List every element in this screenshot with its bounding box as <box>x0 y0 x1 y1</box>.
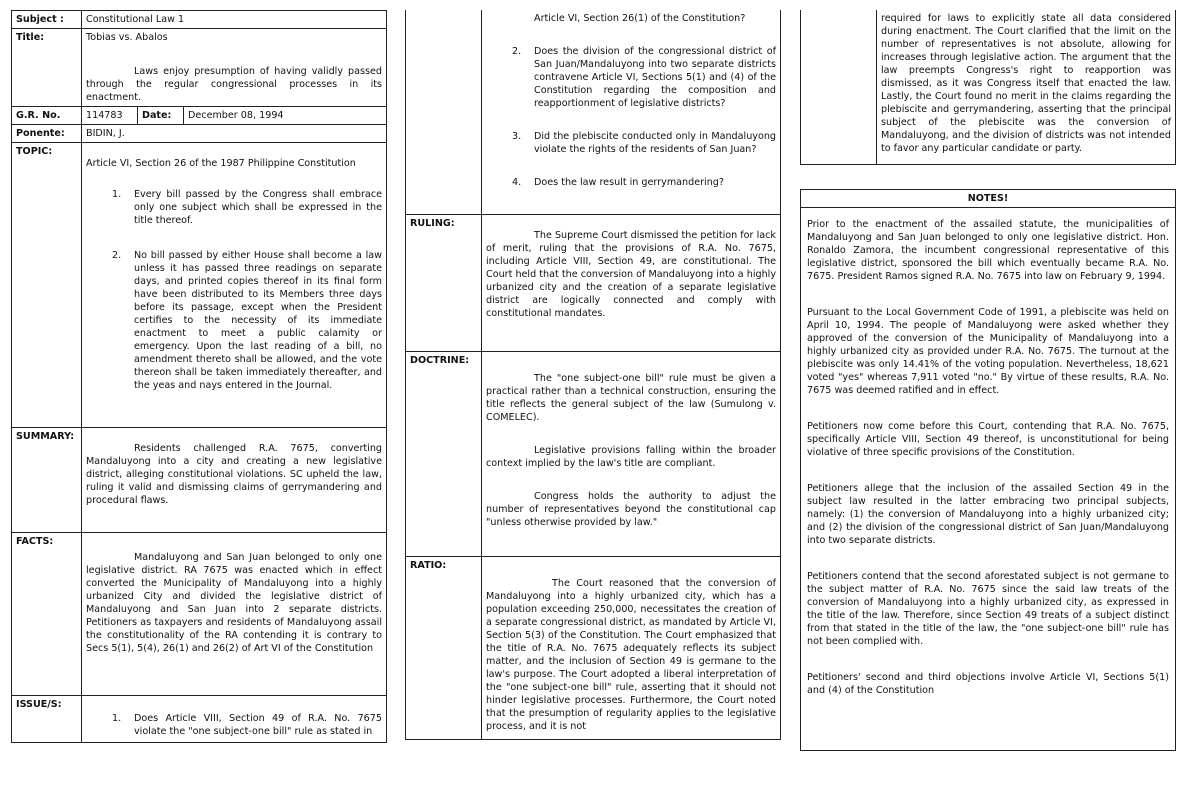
notes-paragraph: Petitioners' second and third objections involve Article VI, Sections 5(1) and (4) of the Constitution <box>807 672 1169 696</box>
issue-1-continued: Article VI, Section 26(1) of the Constitution? <box>534 13 746 24</box>
list-item: 1. Every bill passed by the Congress shall embrace only one subject which shall be expressed in the title thereof. <box>112 189 382 226</box>
list-item-text: Does the division of the congressional district of San Juan/Mandaluyong into two separate districts contravene Article VI, Sections 5(1) and (4) of the Constitution regarding the composition and reapportionment of legislative districts? <box>534 46 776 109</box>
ruling-text: The Supreme Court dismissed the petition for lack of merit, ruling that the provisions of R.A. No. 7675, including Article VIII, Section 49, are constitutional. The Court held that the conversion of Mandaluyong into a highly urbanized city and the creation of a separate legislative district are logically connected and comply with constitutional mandates. <box>486 230 776 319</box>
facts-label: FACTS: <box>12 533 82 696</box>
issues-list-part2 <box>486 45 776 189</box>
topic-heading: Article VI, Section 26 of the 1987 Philippine Constitution <box>86 158 356 169</box>
list-item-text: Does Article VIII, Section 49 of R.A. No. 7675 violate the "one subject-one bill" rule as stated in <box>134 713 382 737</box>
notes-heading: NOTES! <box>801 190 1176 208</box>
decision-date: December 08, 1994 <box>184 107 387 125</box>
analysis-table <box>405 10 781 740</box>
case-tagline: Laws enjoy presumption of having validly passed through the regular congressional processes in its enactment. <box>86 66 382 103</box>
notes-paragraph: Petitioners allege that the inclusion of the assailed Section 49 in the subject law resulted in the latter embracing two principal subjects, namely: (1) the conversion of Mandaluyong into a highly urbanized city; and (2) the division of the congressional district of San Juan/Mandaluyong into two separate districts. <box>807 483 1169 546</box>
doctrine-paragraph: Congress holds the authority to adjust the number of representatives beyond the constitutional cap "unless otherwise provided by law." <box>486 491 776 528</box>
notes-paragraph: Prior to the enactment of the assailed statute, the municipalities of Mandaluyong and San Juan belonged to only one legislative district. Hon. Ronaldo Zamora, the incumbent congressional representative of this legislative district, sponsored the bill which eventually became R.A. No. 7675. President Ramos signed R.A. No. 7675 into law on February 9, 1994. <box>807 219 1169 282</box>
summary-text: Residents challenged R.A. 7675, converting Mandaluyong into a city and creating a new legislative district, alleging constitutional violations. SC upheld the law, ruling it valid and dismissing claims of gerrymandering and procedural flaws. <box>86 443 382 506</box>
notes-paragraph: Pursuant to the Local Government Code of 1991, a plebiscite was held on April 10, 1994. The people of Mandaluyong were asked whether they approved of the conversion of the Municipality of Mandaluyong into a highly urbanized city as provided under R.A. No. 7675. The turnout at the plebiscite was only 14.41% of the voting population. Nevertheless, 18,621 voted "yes" whereas 7,911 voted "no." By virtue of these results, R.A. No. 7675 was deemed ratified and in effect. <box>807 307 1169 396</box>
notes-table <box>800 189 1176 751</box>
topic-section <box>82 143 387 428</box>
topic-label: TOPIC: <box>12 143 82 428</box>
issues-label: ISSUE/S: <box>12 696 82 743</box>
list-item-text: Does the law result in gerrymandering? <box>534 177 724 188</box>
column-2 <box>405 10 781 740</box>
column-1 <box>11 10 387 743</box>
list-item-text: Did the plebiscite conducted only in Mandaluyong violate the rights of the residents of San Juan? <box>534 131 776 155</box>
ruling-label: RULING: <box>406 215 482 352</box>
notes-paragraph: Petitioners now come before this Court, contending that R.A. No. 7675, specifically Article VIII, Section 49 thereof, is unconstitutional for being violative of three specific provisions of the Constitution. <box>807 421 1169 458</box>
doctrine-paragraph: Legislative provisions falling within the broader context implied by the law's title are compliant. <box>486 445 776 469</box>
summary-label: SUMMARY: <box>12 428 82 533</box>
ratio-label: RATIO: <box>406 557 482 740</box>
notes-paragraph: Petitioners contend that the second aforestated subject is not germane to the subject matter of R.A. No. 7675 since the said law treats of the conversion of Mandaluyong into a highly urbanized city, as expressed in the title of the law. Therefore, since Section 49 treats of a subject distinct from that stated in the title of the law, the "one subject-one bill" rule has not been complied with. <box>807 571 1169 647</box>
gr-label: G.R. No. <box>12 107 82 125</box>
ratio-text: The Court reasoned that the conversion of Mandaluyong into a highly urbanized city, which has a population exceeding 250,000, necessitates the creation of a separate congressional district, as mandated by Article VI, Section 5(3) of the Constitution. The Court emphasized that the title of R.A. No. 7675 adequately reflects its subject matter, and the inclusion of Section 49 is germane to the law's purpose. The Court adopted a liberal interpretation of the "one subject-one bill" rule, asserting that it should not hinder legislative processes. Furthermore, the Court noted that the presumption of regularity applies to the legislative process, and it is not <box>486 578 776 732</box>
ratio-text-continued: required for laws to explicitly state all data considered during enactment. The Court clarified that the limit on the number of representatives is not absolute, allowing for increases through legislative action. The argument that the law preempts Congress's right to reapportion was dismissed, as it was Congress itself that enacted the law. Lastly, the Court found no merit in the claims regarding the plebiscite and gerrymandering, asserting that the principal subject of the plebiscite was the conversion of Mandaluyong, and the division of districts was not intended to favor any particular candidate or party. <box>881 13 1171 154</box>
ratio-continued-table <box>800 10 1176 165</box>
column-3 <box>800 10 1176 751</box>
doctrine-paragraph: The "one subject-one bill" rule must be given a practical rather than a technical construction, ensuring the title reflects the general subject of the law (Sumulong v. COMELEC). <box>486 373 776 423</box>
list-item: 1. Does Article VIII, Section 49 of R.A. No. 7675 violate the "one subject-one bill" rule as stated in <box>112 713 382 737</box>
doctrine-section <box>482 352 781 557</box>
ponente-label: Ponente: <box>12 125 82 143</box>
subject-value: Constitutional Law 1 <box>82 11 387 29</box>
date-label: Date: <box>138 107 184 125</box>
issues-list-part1 <box>86 712 382 738</box>
case-title: Tobias vs. Abalos <box>86 32 168 43</box>
issues-continued <box>482 10 781 215</box>
list-item: 3. Did the plebiscite conducted only in Mandaluyong violate the rights of the residents of San Juan? <box>512 131 776 155</box>
list-item-text: No bill passed by either House shall become a law unless it has passed three readings on separate days, and printed copies thereof in its final form have been distributed to its Members three days before its passage, except when the President certifies to the necessity of its immediate enactment to meet a public calamity or emergency. Upon the last reading of a bill, no amendment thereto shall be allowed, and the vote thereon shall be taken immediately thereafter, and the yeas and nays entered in the Journal. <box>134 250 382 391</box>
facts-text: Mandaluyong and San Juan belonged to only one legislative district. RA 7675 was enacted which in effect converted the Municipality of Mandaluyong into a highly urbanized City and divided the legislative district of Mandaluyong and San Juan into 2 separate districts. Petitioners as taxpayers and residents of Mandaluyong assail the constitutionality of the RA contending it is contrary to Secs 5(1), 5(4), 26(1) and 26(2) of Art VI of the Constitution <box>86 552 382 654</box>
list-item: 2. Does the division of the congressional district of San Juan/Mandaluyong into two separate districts contravene Article VI, Sections 5(1) and (4) of the Constitution regarding the composition and reapportionment of legislative districts? <box>512 46 776 109</box>
title-label: Title: <box>12 29 82 107</box>
gr-number: 114783 <box>82 107 138 125</box>
case-header-table <box>11 10 387 743</box>
subject-label: Subject : <box>12 11 82 29</box>
list-item: 4. Does the law result in gerrymandering? <box>486 176 776 189</box>
list-item: 2. No bill passed by either House shall become a law unless it has passed three readings on separate days, and printed copies thereof in its final form have been distributed to its Members three days before its passage, except when the President certifies to the necessity of its immediate enactment to meet a public calamity or emergency. Upon the last reading of a bill, no amendment thereto shall be allowed, and the vote thereon shall be taken immediately thereafter, and the yeas and nays entered in the Journal. <box>112 250 382 391</box>
ponente-value: BIDIN, J. <box>82 125 387 143</box>
notes-body <box>801 208 1176 751</box>
list-item-text: Every bill passed by the Congress shall embrace only one subject which shall be expressed in the title thereof. <box>134 189 382 226</box>
doctrine-label: DOCTRINE: <box>406 352 482 557</box>
topic-list <box>86 188 382 392</box>
